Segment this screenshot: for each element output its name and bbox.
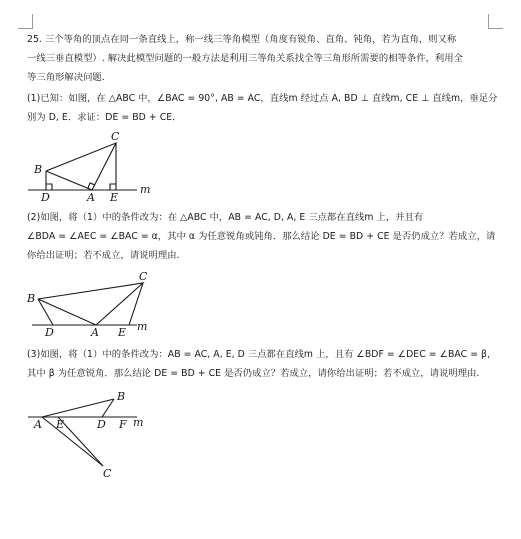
part2-line-3: 你给出证明；若不成立，请说明理由. [27,250,180,261]
fig3-ac [42,417,103,466]
fig1-label-b: B [34,163,43,176]
fig1-label-d: D [41,191,50,204]
intro-line-2: 一线三垂直模型）. 解决此模型问题的一般方法是利用三等角关系找全等三角形所需要的相等条件，利用全 [27,53,463,64]
fig3-label-b: B [117,390,126,403]
figure-3 [28,390,143,480]
fig3-label-a: A [34,418,42,431]
fig1-label-e: E [110,191,119,204]
fig1-right-angle-e [110,184,116,190]
fig3-label-c: C [103,467,112,480]
figure-2 [26,270,148,339]
fig3-label-d: D [97,418,106,431]
fig2-label-m: m [137,320,148,333]
part1-line-2: 别为 D, E．求证：DE = BD + CE． [27,112,182,123]
part2-line-1: (2)如图，将（1）中的条件改为：在 △ABC 中，AB = AC, D, A, E 三点都在直线m 上，并且有 [27,212,424,223]
fig1-label-a: A [87,191,95,204]
part3-paragraph [27,345,495,383]
fig3-label-e: E [56,418,65,431]
fig1-triangle [46,143,116,190]
part2-paragraph [27,208,495,265]
fig3-label-f: F [119,418,127,431]
fig3-label-m: m [133,416,144,429]
fig1-right-angle-d [46,184,52,190]
fig1-label-m: m [140,183,151,196]
part3-line-1: (3)如图，将（1）中的条件改为：AB = AC, A, E, D 三点都在直线m 上，且有 ∠BDF = ∠DEC = ∠BAC = β， [27,349,497,360]
fig2-label-a: A [91,326,99,339]
fig1-label-c: C [111,130,120,143]
intro-line-3: 等三角形解决问题. [27,72,105,83]
part3-line-2: 其中 β 为任意锐角．那么结论 DE = BD + CE 是否仍成立？若成立，请你给出证明；若不成立，请说明理由. [27,368,480,379]
figure-1 [28,130,150,204]
fig2-label-e: E [118,326,127,339]
fig2-triangle [38,283,143,325]
part1-line-1: (1)已知：如图，在 △ABC 中，∠BAC = 90°, AB = AC，直线m 经过点 A, BD ⊥ 直线m, CE ⊥ 直线m，垂足分 [27,93,498,104]
part2-line-2: ∠BDA = ∠AEC = ∠BAC = α，其中 α 为任意锐角或钝角．那么结论 DE = BD + CE 是否仍成立？若成立，请 [27,231,496,242]
fig2-label-d: D [45,326,54,339]
intro-line-1: 25. 三个等角的顶点在同一条直线上，称一线三等角模型（角度有锐角、直角、钝角，若为直角，则又称 [27,34,457,45]
fig2-label-b: B [27,292,36,305]
fig2-label-c: C [139,270,148,283]
